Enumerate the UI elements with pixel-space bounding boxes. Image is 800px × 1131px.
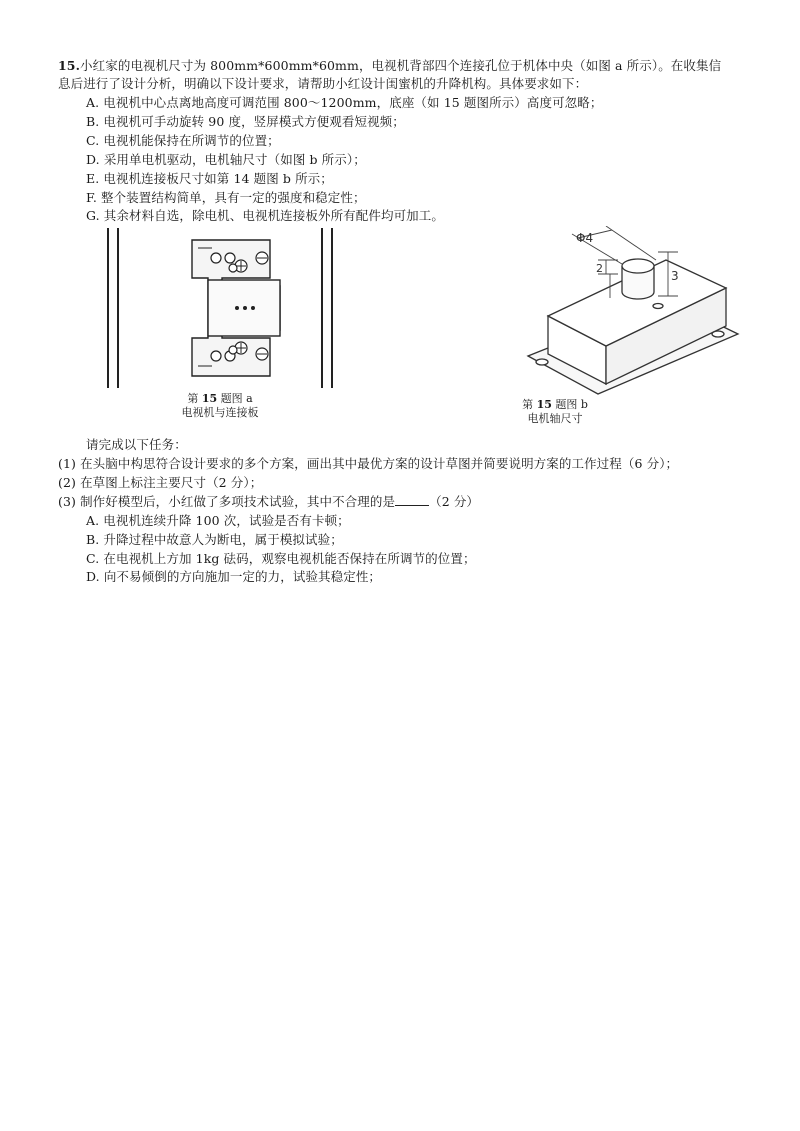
requirement-c: C. 电视机能保持在所调节的位置； <box>86 133 280 148</box>
figure-a-caption-num: 15 <box>201 392 218 405</box>
question-intro-line-2: 息后进行了设计分析，明确以下设计要求，请帮助小红设计闺蜜机的升降机构。具体要求如下： <box>58 76 588 91</box>
option-a: A. 电视机连续升降 100 次，试验是否有卡顿； <box>86 513 350 528</box>
requirement-d: D. 采用单电机驱动，电机轴尺寸（如图 b 所示）； <box>86 152 366 167</box>
option-b: B. 升降过程中故意人为断电，属于模拟试验； <box>86 532 343 547</box>
shaft-diameter-label: Φ4 <box>576 231 594 245</box>
figure-a-caption-suffix: 题图 a <box>220 392 253 405</box>
requirement-b: B. 电视机可手动旋转 90 度，竖屏模式方便观看短视频； <box>86 114 405 129</box>
requirement-g: G. 其余材料自选，除电机、电视机连接板外所有配件均可加工。 <box>86 208 444 223</box>
tasks-heading: 请完成以下任务： <box>86 437 187 452</box>
shaft-dim-2-label: 2 <box>596 262 603 275</box>
requirement-f: F. 整个装置结构简单，具有一定的强度和稳定性； <box>86 190 366 205</box>
figure-a-drawing <box>100 228 340 390</box>
question-number: 15. <box>58 58 81 73</box>
figure-b-caption-suffix: 题图 b <box>555 398 588 411</box>
task-1: (1) 在头脑中构思符合设计要求的多个方案，画出其中最优方案的设计草图并简要说明方案的工作过程（6 分）； <box>58 456 679 471</box>
question-intro-line-1 <box>58 57 721 75</box>
figure-b-caption-prefix: 第 <box>522 398 534 411</box>
task-2: (2) 在草图上标注主要尺寸（2 分）； <box>58 475 263 490</box>
figure-a-caption-prefix: 第 <box>187 392 199 405</box>
figure-b-caption-num: 15 <box>536 398 552 411</box>
answer-blank[interactable] <box>395 493 429 506</box>
option-d: D. 向不易倾倒的方向施加一定的力，试验其稳定性； <box>86 569 382 584</box>
intro-text-1: 小红家的电视机尺寸为 800mm*600mm*60mm，电视机背部四个连接孔位于机体中央（如图 a 所示）。在收集信 <box>80 58 722 73</box>
task-3-text: (3) 制作好模型后，小红做了多项技术试验，其中不合理的是 <box>58 494 396 509</box>
figure-b-drawing <box>518 226 748 398</box>
requirement-e: E. 电视机连接板尺寸如第 14 题图 b 所示； <box>86 171 333 186</box>
figure-a-caption-line2: 电视机与连接板 <box>181 406 259 419</box>
shaft-dim-3-label: 3 <box>671 269 679 283</box>
figure-a-caption <box>170 392 270 420</box>
figure-b-caption-line2: 电机轴尺寸 <box>527 412 583 425</box>
task-3 <box>58 493 479 511</box>
option-c: C. 在电视机上方加 1kg 砝码，观察电视机能否保持在所调节的位置； <box>86 551 476 566</box>
figure-b-caption <box>515 398 595 426</box>
task-3-score: （2 分） <box>429 494 480 509</box>
requirement-a: A. 电视机中心点离地高度可调范围 800～1200mm，底座（如 15 题图所示）高度可忽略； <box>86 95 603 110</box>
